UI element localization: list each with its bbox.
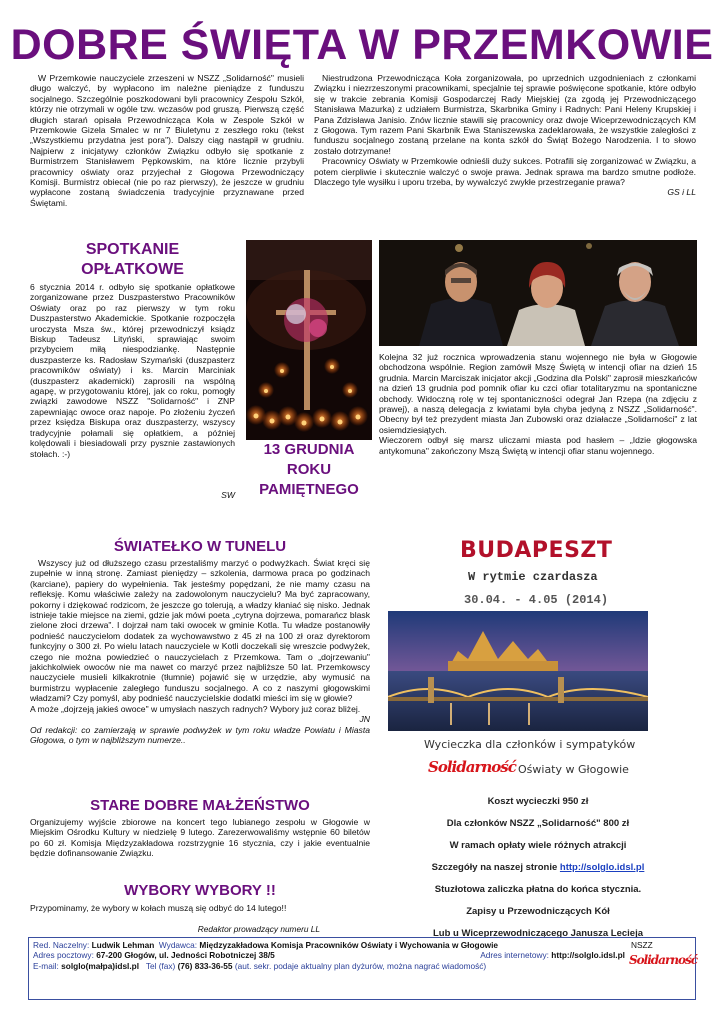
budapeszt-title: BUDAPESZT [460, 538, 613, 563]
budapeszt-subtitle: W rytmie czardasza [468, 570, 598, 584]
oplatek-text: 6 stycznia 2014 r. odbyło się spotkanie opłatkowe zorganizowane przez Duszpasterstwo Pracowników Oświaty oraz po raz pierwszy w tym roku Duszpasterstwo Akademickie. Spotkanie rozpoczęła uroczysta Msza św., której przewodniczył ksiądz Biskup Tadeusz Lityński, sprawiając swoim przybyciem miłą niespodziankę. Następnie duszpasterze ks. Radosław Szymański (duszpasterz pracowników oświaty) i ks. Marcin Marciniak (duszpasterz akademicki) zaprosili na wspólną agapę, w przygotowaniu której, jak co roku, pomogły związki zawodowe NSZZ "Solidarność" i ZNP zapewniając owoce oraz napoje. Po złożeniu życzeń przez księdza Biskupa oraz duszpasterzy, wszyscy tradycyjnie połamali się opłatkiem, a później kolędowali i biesiadowali przy pysznie zastawionych stołach. :-) [30, 282, 235, 459]
grudnia-text [379, 352, 697, 456]
footer-row-1: Red. Naczelny: Ludwik Lehman Wydawca: Międzyzakładowa Komisja Pracowników Oświaty i Wychowania w Głogowie NSZZ [33, 940, 691, 950]
candles-photo [246, 240, 372, 440]
budapest-image [388, 611, 648, 731]
tunel-signature: JN [359, 714, 370, 725]
budapeszt-deposit: Stuzłotowa zaliczka płatna do końca stycznia. [434, 884, 642, 895]
grudnia-heading: 13 GRUDNIA ROKU PAMIĘTNEGO [259, 441, 359, 498]
footer-row-2: Adres pocztowy: 67-200 Głogów, ul. Jedności Robotniczej 38/5 Adres internetowy: http://solglo.idsl.pl [33, 950, 625, 961]
footer-website-link[interactable]: http://solglo.idsl.pl [551, 950, 625, 961]
malzenstwo-text: Organizujemy wyjście zbiorowe na koncert tego lubianego zespołu w Głogowie w Miejskim Ośrodku Kultury w niedzielę 9 lutego. Zarezerwowaliśmy wstępnie 60 biletów po 60 zł. Komisja Międzyzakładowa rozstrzygnie 16 stycznia, czy i jakie eventualnie będzie dofinansowanie Związku. [30, 817, 370, 859]
budapeszt-details: Szczegóły na naszej stronie http://solglo.idsl.pl [431, 862, 645, 873]
footer [28, 937, 696, 1000]
tunel-heading: ŚWIATEŁKO W TUNELU [113, 538, 287, 555]
budapeszt-program: W ramach opłaty wiele różnych atrakcji [449, 840, 627, 851]
tunel-text2: A może „dojrzeją jakieś owoce" w umysłach naszych radnych? Wybory już coraz bliżej. [30, 703, 361, 714]
wybory-heading: WYBORY WYBORY !! [124, 882, 276, 899]
article-intro-para2: Pracownicy Oświaty w Przemkowie odnieśli duży sukces. Potrafili się zorganizować w Związku, a potem cierpliwie i skutecznie walczyć o swoje prawa. Jednak sprawa ma bardzo smutne podłoże. Dlaczego tyle wysiłku i uporu trzeba, by wywalczyć zwykłe przestrzeganie prawa? [314, 156, 696, 188]
budapeszt-signup2: Lub u Wiceprzewodniczącego Janusza Lecieja [432, 928, 644, 939]
tunel-editorial-note: Od redakcji: co zamierzają w sprawie podwyżek w tym roku władze Powiatu i Miasta Głogowa, o tym w najbliższym numerze.. [30, 724, 370, 745]
people-image [379, 240, 697, 346]
footer-nszz: NSZZ [631, 940, 653, 950]
tunel-text: Wszyscy już od dłuższego czasu przestaliśmy marzyć o podwyżkach. Świat kręci się zupełnie w inną stronę. Zamiast pieniędzy – szkolenia, darmowa praca po godzinach (karciane), papiery do wypełnienia. Tak jesteśmy popędzani, że nie mamy czasu na refleksję. Komu właściwie zależy na zadowolonym nauczycielu? Ma być zapracowany, pokorny i dziękować rodzicom, że jeszcze go tolerują, a władzy kłaniać się nisko. Jednak istnieje takie miejsce na ziemi, gdzie jak mówi poeta „cytryna dojrzewa, pomarańcz blask zielone złoci drzewa". I dojrzał nam taki owocek w gminie Kotla. Tu władze postanowiły podnieść nauczycielom dodatek za wychowawstwo z 45 zł na 100 zł oraz dyrektorom funkcyjny o 300 zł. Po wielu latach nauczyciele w Kotli doczekali się wreszcie podwyżek, czego nie można powiedzieć o nauczycielach z Przemkowa. Tam o „dojrzewaniu" jakichkolwiek owoców nie ma nawet co marzyć przez najbliższe 50 lat. Przemkowscy nauczyciele musieli kilkakrotnie (tłumnie) pojawić się w urzędzie, aby wymusić na burmistrzu wypłacenie zaległego funduszu socjalnego. A co z naszymi głogowskimi władzami? Czy pomyśl, aby podnieść nauczycielskie dodatki mieści im się w głowie? [30, 558, 370, 704]
footer-email[interactable]: solglo(małpa)idsl.pl [61, 960, 140, 971]
footer-phone-note: (aut. sekr. podaje aktualny plan dyżurów, można nagrać wiadomość) [234, 960, 487, 971]
oplatek-signature: SW [221, 490, 235, 500]
wybory-editor: Redaktor prowadzący numeru LL [197, 924, 320, 934]
budapeszt-details-link[interactable]: http://solglo.idsl.pl [559, 862, 645, 873]
footer-publisher: Międzyzakładowa Komisja Pracowników Oświaty i Wychowania w Głogowie [199, 940, 499, 950]
footer-solidarnosc-logo: Solidarność [629, 953, 698, 967]
article-intro-signature: GS i LL [667, 187, 696, 198]
tunel-body [30, 558, 370, 745]
budapeszt-poster [388, 533, 688, 939]
article-intro-right [314, 73, 696, 198]
footer-row-3: E-mail: solglo(małpa)idsl.pl Tel (fax) (76) 833-36-55 (aut. sekr. podaje aktualny plan dyżurów, można nagrać wiadomość) [33, 960, 487, 971]
budapeszt-dates: 30.04. - 4.05 (2014) [464, 593, 609, 607]
budapeszt-cost: Koszt wycieczki 950 zł [487, 796, 589, 807]
budapest-photo [388, 611, 648, 731]
footer-address: 67-200 Głogów, ul. Jedności Robotniczej 38/5 [96, 950, 275, 961]
grudnia-para1: Kolejna 32 już rocznica wprowadzenia stanu wojennego nie była w Głogowie obchodzona wspólnie. Region zamówił Mszę Świętą w intencji ofiar na dzień 15 grudnia. Marcin Marciszak inicjator akcji „Godzina dla Polski" zaprosił mieszkańców na dzień 13 grudnia pod pomnik ofiar ku czci ofiar totalitaryzmu na spontaniczne obchody. Widoczną rolę w tej spontaniczności odegrał Jan Rzepa (na zdjęciu z prawej), a naszą delegacja z kwiatami była chyba jedyną z NSZZ „Solidarność". Obecny był też prezydent miasta Jan Zubowski oraz działacze „Solidarności" z lat osiemdziesiątych. [379, 352, 697, 435]
wybory-text: Przypominamy, że wybory w kołach muszą się odbyć do 14 lutego!! [30, 903, 287, 913]
grudnia-para2: Wieczorem odbył się marsz uliczami miasta pod hasłem – „Idzie głogowska antykomuna" zakończony Mszą Świętą w intencji ofiar stanu wojennego. [379, 435, 697, 456]
budapeszt-signup1: Zapisy u Przewodniczących Kół [466, 906, 610, 917]
budapeszt-members: Dla członków NSZZ „Solidarność" 800 zł [446, 818, 630, 829]
footer-phone: (76) 833-36-55 [177, 960, 233, 971]
candles-image [246, 240, 372, 440]
footer-editor: Ludwik Lehman [91, 940, 155, 950]
oplatek-heading: SPOTKANIE OPŁATKOWE [81, 241, 184, 278]
page-title: DOBRE ŚWIĘTA W PRZEMKOWIE [10, 21, 714, 69]
malzenstwo-heading: STARE DOBRE MAŁŻEŃSTWO [90, 797, 310, 814]
budapeszt-info [388, 791, 688, 945]
article-intro-left: W Przemkowie nauczyciele zrzeszeni w NSZZ „Solidarność" musieli długo walczyć, by wypłacono im należne pieniądze z funduszu socjalnego. Szczególnie poszkodowani byli pracownicy Zespołu Szkół, którzy nie otrzymali w ogóle tzw. wczasów pod gruszą. Pierwszą część długich starań opisała Przewodnicząca Koła w Zespole Szkół w Przemkowie Gizela Smalec w nr 7 Biuletynu z zeszłego roku (tekst „Wszystkiemu przydatna jest pora"). Dalszy ciąg nastąpił w grudniu. Najpierw z inicjatywy członków Związku odbyło się spotkanie z Burmistrzem Stanisławem Pępkowskim, na które licznie przybyli pracownicy oświaty oraz przyjechał z Głogowa Przewodniczący Komisji. Burmistrz obiecał (nie po raz pierwszy), że jeszcze w grudniu wypłacone zostaną świadczenia tradycyjnie przyznawane przed Świętami. [30, 73, 304, 208]
people-photo [379, 240, 697, 346]
article-intro-para1: Niestrudzona Przewodnicząca Koła zorganizowała, po uprzednich uzgodnieniach z członkami Związku i niezrzeszonymi pracownikami, specjalnie tej sprawie poświęcone spotkanie, które odbyło się w trakcie zebrania Komisji Gospodarczej Rady Miejskiej (za zgodą jej Przewodniczącego Stanisława Mazurka) z udziałem Burmistrza, Skarbnika Gminy i Radnych: Pani Heleny Krupskiej i Pana Zdzisława Janisio. Znów licznie stawili się pracownicy oraz dwoje Wiceprzewodniczących KM z Głogowa. Tym razem Pani Skarbnik Ewa Staniszewska zadeklarowała, że wszystkie zaległości z funduszu socjalnego zostaną przelane na konta szkół do Świąt Bożego Narodzenia. I to słowo zostało dotrzymane! [314, 73, 696, 156]
budapeszt-invite: Wycieczka dla członków i sympatyków [424, 738, 636, 751]
budapeszt-org: Oświaty w Głogowie [518, 763, 629, 776]
solidarnosc-logo: Solidarność [428, 758, 516, 776]
